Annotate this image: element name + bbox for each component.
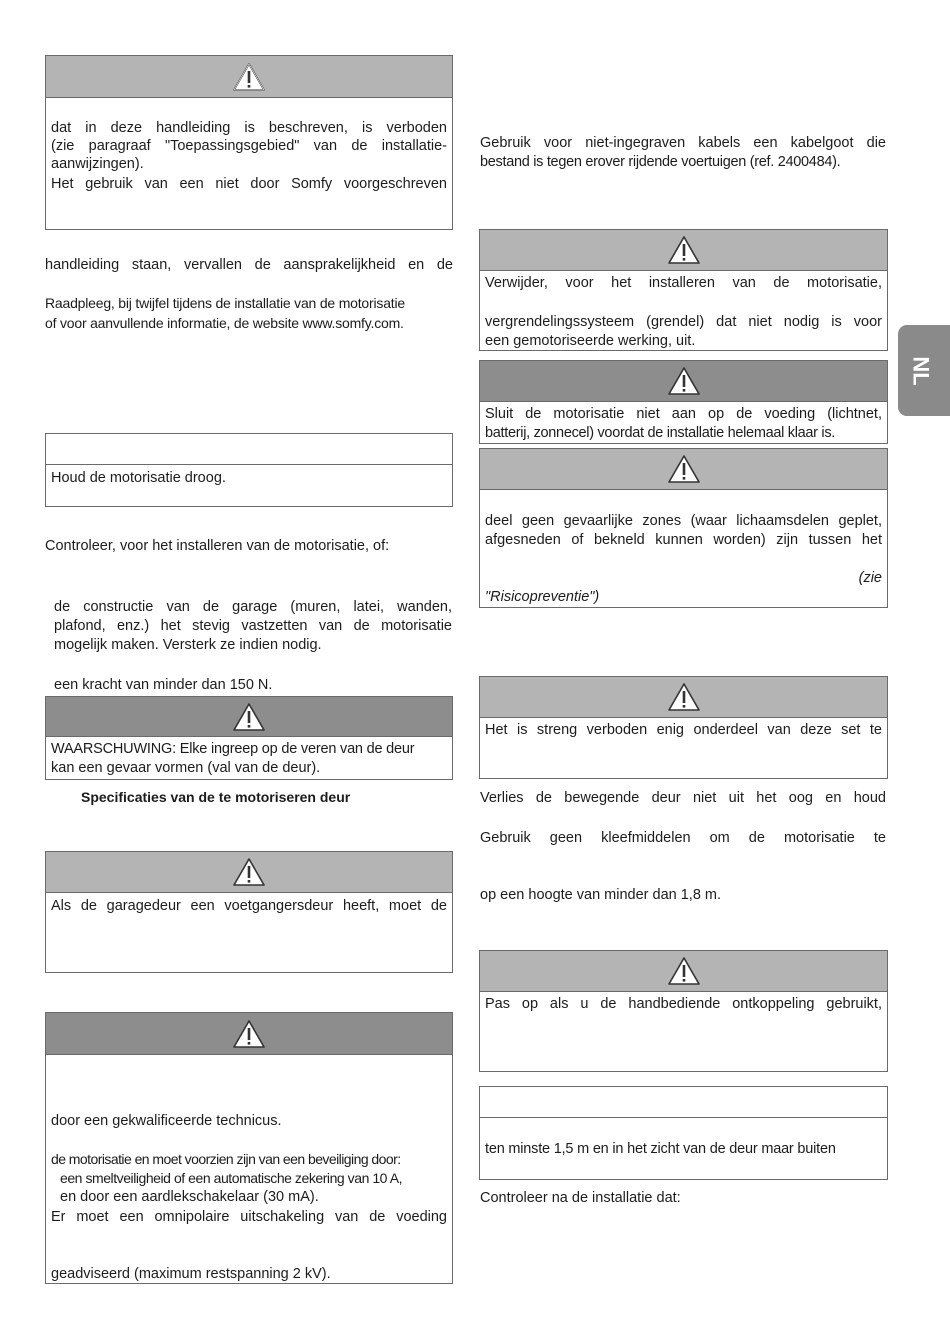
paragraph-line: Raadpleeg, bij twijfel tijdens de installatie van de motorisatie (45, 295, 405, 311)
note-text: ten minste 1,5 m en in het zicht van de deur maar buiten (485, 1141, 836, 1157)
warning-box-manual-release (479, 950, 888, 1072)
warning-text-line: vergrendelingssysteem (grendel) dat niet nodig is voor (485, 314, 882, 330)
warning-box-electrical (45, 1012, 453, 1284)
paragraph: Controleer na de installatie dat: (480, 1190, 681, 1206)
warning-text-line: Er moet een omnipolaire uitschakeling van de voeding (51, 1209, 447, 1225)
warning-text-line: een gemotoriseerde werking, uit. (485, 333, 696, 349)
warning-text-line: afgesneden of bekneld kunnen worden) zijn tussen het (485, 532, 882, 548)
warning-box-modification (479, 676, 888, 779)
paragraph-line: mogelijk maken. Versterk ze indien nodig. (54, 637, 322, 653)
warning-triangle-icon (667, 454, 701, 484)
warning-text-line: batterij, zonnecel) voordat de installatie helemaal klaar is. (485, 425, 836, 441)
warning-triangle-icon (667, 366, 701, 396)
warning-triangle-icon (232, 1019, 266, 1049)
warning-text-line: geadviseerd (maximum restspanning 2 kV). (51, 1266, 331, 1282)
paragraph-line: Gebruik voor niet-ingegraven kabels een kabelgoot die (480, 135, 886, 151)
paragraph: Controleer, voor het installeren van de motorisatie, of: (45, 538, 390, 554)
warning-text-line: kan een gevaar vormen (val van de deur). (51, 760, 321, 776)
warning-box-header (46, 1013, 452, 1055)
warning-text-line: (zie (858, 570, 882, 586)
warning-text-line: door een gekwalificeerde technicus. (51, 1113, 282, 1129)
warning-text-line: Verwijder, voor het installeren van de motorisatie, (485, 275, 882, 291)
warning-box-header (46, 852, 452, 893)
warning-triangle-icon (232, 702, 266, 732)
paragraph-line: bestand is tegen erover rijdende voertuigen (ref. 2400484). (480, 154, 841, 170)
paragraph: een kracht van minder dan 150 N. (54, 677, 273, 693)
warning-triangle-icon (232, 857, 266, 887)
paragraph: Gebruik geen kleefmiddelen om de motorisatie te (480, 830, 886, 846)
warning-triangle-icon (667, 956, 701, 986)
note-box-header (480, 1087, 887, 1118)
warning-box-header (480, 951, 887, 992)
warning-triangle-icon (232, 62, 266, 92)
warning-text-line: "Risicopreventie") (485, 589, 600, 605)
note-box-header (46, 434, 452, 465)
language-tab-label: NL (908, 355, 934, 386)
warning-box-header (46, 56, 452, 98)
note-box-dry (45, 433, 453, 507)
warning-box-header (480, 677, 887, 718)
paragraph-line: plafond, enz.) het stevig vastzetten van de motorisatie (54, 618, 452, 634)
paragraph-line: de constructie van de garage (muren, latei, wanden, (54, 599, 452, 615)
warning-text-line: Het gebruik van een niet door Somfy voorgeschreven (51, 176, 447, 192)
warning-text-line: Sluit de motorisatie niet aan op de voeding (lichtnet, (485, 406, 882, 422)
warning-text-line: Pas op als u de handbediende ontkoppeling gebruikt, (485, 996, 882, 1012)
warning-box-header (480, 449, 887, 490)
warning-box-header (480, 361, 887, 402)
warning-box-springs (45, 696, 453, 780)
warning-text-line: (zie paragraaf "Toepassingsgebied" van de installatie- (51, 138, 447, 154)
warning-text-line: Als de garagedeur een voetgangersdeur heeft, moet de (51, 898, 447, 914)
paragraph: handleiding staan, vervallen de aansprakelijkheid en de (45, 257, 453, 273)
warning-box-pedestrian-door (45, 851, 453, 973)
warning-text-line: de motorisatie en moet voorzien zijn van een beveiliging door: (51, 1151, 401, 1167)
warning-box-header (46, 697, 452, 737)
warning-text-line: WAARSCHUWING: Elke ingreep op de veren van de deur (51, 741, 415, 757)
language-tab-nl (898, 325, 950, 416)
paragraph: op een hoogte van minder dan 1,8 m. (480, 887, 722, 903)
paragraph: Verlies de bewegende deur niet uit het oog en houd (480, 790, 886, 806)
warning-box-danger-zones (479, 448, 888, 608)
note-text: Houd de motorisatie droog. (51, 470, 226, 486)
warning-text-line: aanwijzingen). (51, 156, 144, 172)
warning-text-line: en door een aardlekschakelaar (30 mA). (60, 1189, 319, 1205)
paragraph-line: of voor aanvullende informatie, de website www.somfy.com. (45, 315, 404, 331)
warning-box-power (479, 360, 888, 444)
subheading: Specificaties van de te motoriseren deur (81, 789, 351, 805)
warning-box-locking-system (479, 229, 888, 351)
warning-text-line: Het is streng verboden enig onderdeel van deze set te (485, 722, 882, 738)
warning-text-line: dat in deze handleiding is beschreven, is verboden (51, 120, 447, 136)
warning-triangle-icon (667, 235, 701, 265)
warning-box-header (480, 230, 887, 271)
warning-text-line: een smeltveiligheid of een automatische zekering van 10 A, (60, 1170, 403, 1186)
warning-box-usage (45, 55, 453, 230)
note-box-control-point (479, 1086, 888, 1180)
warning-triangle-icon (667, 682, 701, 712)
warning-text-line: deel geen gevaarlijke zones (waar lichaamsdelen geplet, (485, 513, 882, 529)
